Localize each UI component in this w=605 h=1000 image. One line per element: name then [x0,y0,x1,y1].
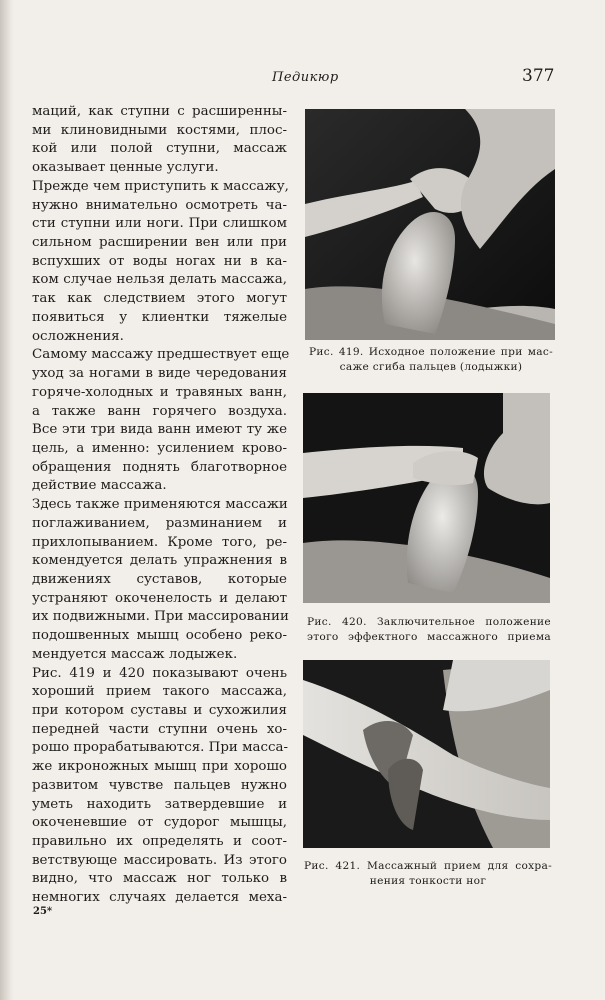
body-text-line: уход за ногами в виде чередования [32,366,287,382]
body-text-line: Рис. 419 и 420 показывают очень [32,665,287,681]
body-text-line: движениях суставов, которые [32,571,287,587]
foot-massage-photo [305,109,555,340]
figure-419-photo [305,109,555,340]
caption-line: Рис. 420. Заключительное положение [307,616,551,628]
figure-420-photo [303,393,550,603]
figure-420-caption [307,615,551,645]
body-text-line: кой или полой ступни, массаж [32,141,287,157]
body-text-line: поглаживанием, разминанием и [32,515,287,531]
body-text-line: правильно их определять и соот- [32,834,287,850]
body-text-line: сильном расширении вен или при [32,235,287,251]
body-text-line: немногих случаях делается меха- [32,890,287,906]
body-text-line: осложнения. [32,328,124,344]
body-text-line: подошвенных мышц особено реко- [32,628,287,644]
body-text-line: обращения поднять благотворное [32,459,287,475]
body-text-line: хороший прием такого массажа, [32,684,287,700]
body-text-line: Самому массажу предшествует еще [32,347,290,363]
body-text-line: уметь находить затвердевшие и [32,796,287,812]
figure-419-caption [309,345,553,375]
body-text-line: развитом чувстве пальцев нужно [32,777,287,793]
body-text-line: Здесь также применяются массажи [32,497,288,513]
body-text-line: горяче-холодных и травяных ванн, [32,384,287,400]
foot-massage-photo [303,393,550,603]
body-text-line: нужно внимательно осмотреть ча- [32,197,287,213]
caption-line: Рис. 419. Исходное положение при мас- [309,346,553,358]
body-text-line: комендуется делать упражнения в [32,553,287,569]
body-text-line: появиться у клиентки тяжелые [32,309,287,325]
printer-signature-mark: 25* [33,906,53,917]
body-text-line: сти ступни или ноги. При слишком [32,216,287,232]
caption-line: этого эффектного массажного приема [307,631,551,643]
body-text-line: при котором суставы и сухожилия [32,703,287,718]
body-text-line: передней части ступни очень хо- [32,721,287,737]
body-text-line: цель, а именно: усилением крово- [32,440,287,456]
body-text-column [32,103,290,908]
caption-line: нения тонкости ног [369,875,487,887]
body-text-line: ком случае нельзя делать массажа, [32,272,287,288]
body-text-line: вспухших от воды ногах ни в ка- [32,253,287,269]
body-text-line: устраняют окоченелость и делают [32,590,287,606]
figure-421-photo [303,660,550,848]
body-text-line: а также ванн горячего воздуха. [32,403,287,419]
caption-line: Рис. 421. Массажный прием для сохра- [304,860,552,872]
body-text-line: оказывает ценные услуги. [32,160,219,176]
body-text-line: мендуется массаж лодыжек. [32,646,238,662]
body-text-line: окоченевшие от судорог мышцы, [32,815,287,831]
body-text-line: рошо прорабатываются. При масса- [32,740,289,756]
leg-massage-photo [303,660,550,848]
page-number: 377 [522,66,555,86]
page-gutter-shadow [0,0,14,1000]
body-text-line: их подвижными. При массировании [32,609,289,625]
body-text-line: так как следствием этого могут [32,291,287,307]
running-head: Педикюр [272,70,339,85]
figure-421-caption [304,859,552,889]
body-text-line: Прежде чем приступить к массажу, [32,178,289,194]
body-text-line: маций, как ступни с расширенны- [32,104,287,119]
body-text-line: действие массажа. [32,478,167,494]
body-text-line: ветствующе массировать. Из этого [32,852,287,868]
body-text-line: прихлопыванием. Кроме того, ре- [32,534,287,550]
body-text-line: же икроножных мышц при хорошо [32,759,287,775]
caption-line: саже сгиба пальцев (лодыжки) [339,361,523,373]
body-text-line: ми клиновидными костями, плос- [32,122,287,138]
body-text-line: Все эти три вида ванн имеют ту же [32,422,287,438]
body-text-line: видно, что массаж ног только в [32,871,287,887]
